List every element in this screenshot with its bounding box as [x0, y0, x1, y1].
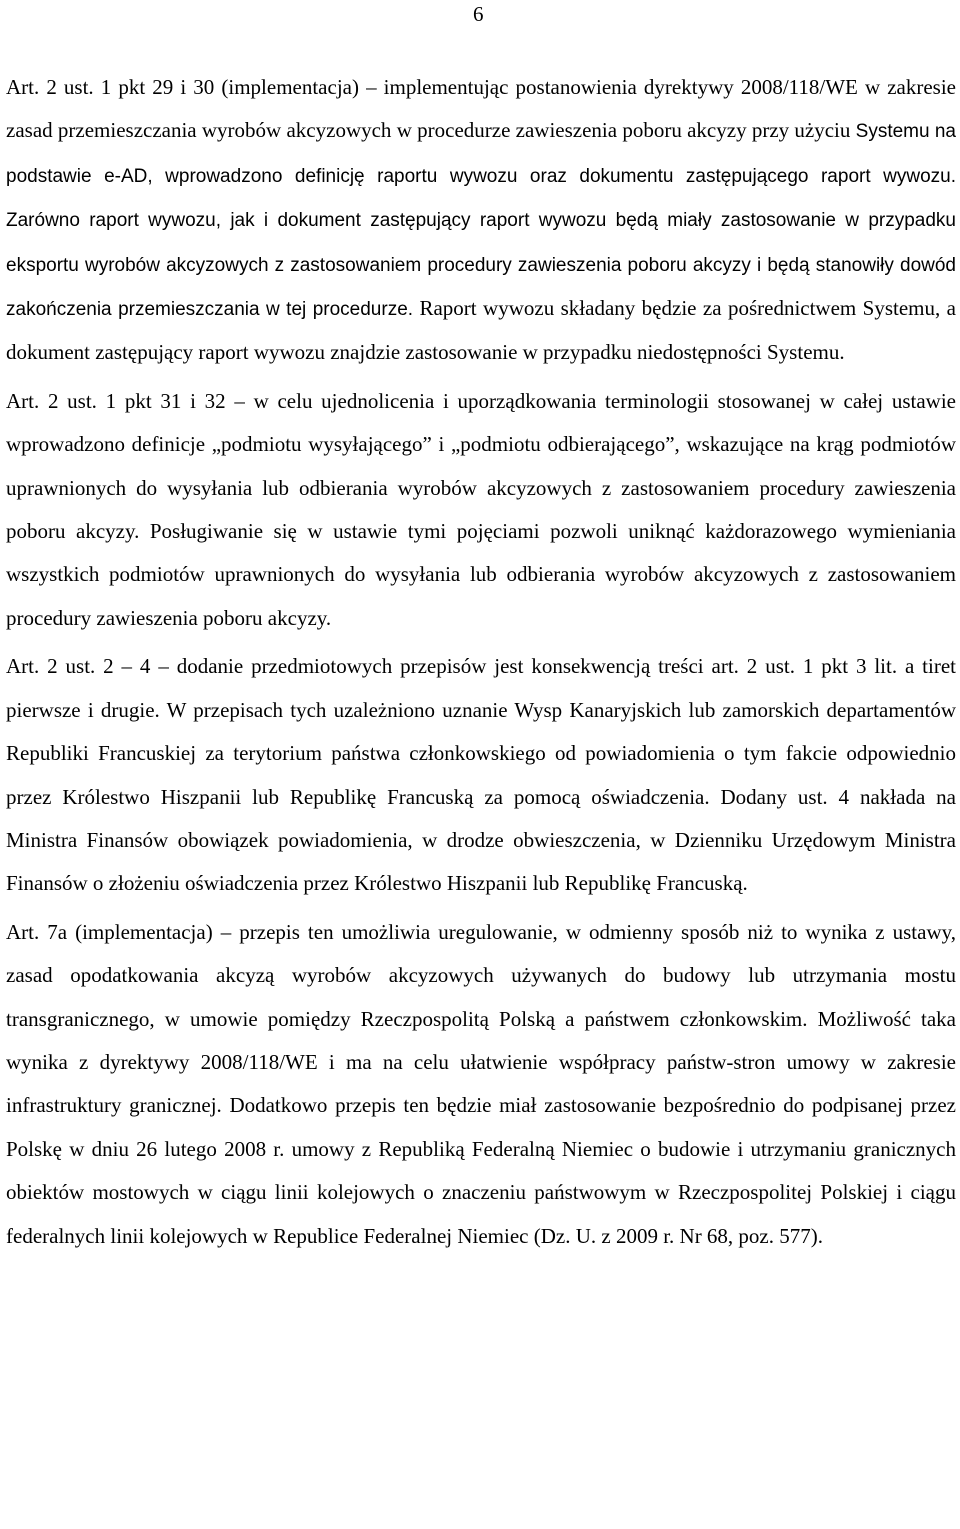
- paragraph-text: Art. 2 ust. 1 pkt 31 i 32 – w celu ujednolicenia i uporządkowania terminologii stosowanej w całej ustawie wprowadzono definicje „podmiotu wysyłającego” i „podmiotu odbierającego”, wskazujące na krąg podmiotów uprawnionych do wysyłania lub odbierania wyrobów akcyzowych z zastosowaniem procedury zawieszenia poboru akcyzy. Posługiwanie się w ustawie tymi pojęciami pozwoli uniknąć każdorazowego wymieniania wszystkich podmiotów uprawnionych do wysyłania lub odbierania wyrobów akcyzowych z zastosowaniem procedury zawieszenia poboru akcyzy.: [6, 388, 956, 630]
- paragraph-text: Raport wywozu składany będzie za pośrednictwem Systemu, a dokument zastępujący raport wywozu znajdzie zastosowanie w przypadku niedostępności Systemu.: [6, 296, 957, 365]
- paragraph-art-2-ust-1-pkt-31-32: [6, 380, 956, 640]
- paragraph-text: Art. 7a (implementacja) – przepis ten umożliwia uregulowanie, w odmienny sposób niż to wynika z ustawy, zasad opodatkowania akcyzą wyrobów akcyzowych używanych do budowy lub utrzymania mostu transgranicznego, w umowie pomiędzy Rzeczpospolitą Polską a państwem członkowskim. Możliwość taka wynika z dyrektywy 2008/118/WE i ma na celu ułatwienie współpracy państw-stron umowy w zakresie infrastruktury granicznej. Dodatkowo przepis ten będzie miał zastosowanie bezpośrednio do podpisanej przez Polskę w dniu 26 lutego 2008 r. umowy z Republiką Federalną Niemiec o budowie i utrzymaniu granicznych obiektów mostowych w ciągu linii kolejowych o znaczeniu państwowym w Rzeczpospolitej Polskiej i ciągu federalnych linii kolejowych w Republice Federalnej Niemiec (Dz. U. z 2009 r. Nr 68, poz. 577).: [6, 919, 956, 1248]
- page-number: 6: [473, 2, 484, 26]
- document-body: [6, 66, 956, 1263]
- paragraph-text-sans: Systemu na podstawie e-AD, wprowadzono definicję raportu wywozu oraz dokumentu zastępującego raport wywozu. Zarówno raport wywozu, jak i dokument zastępujący raport wywozu będą miały zastosowanie w przypadku eksportu wyrobów akcyzowych z zastosowaniem procedury zawieszenia poboru akcyzy i będą stanowiły dowód zakończenia przemieszczania w tej procedurze.: [6, 121, 956, 321]
- paragraph-text: Art. 2 ust. 2 – 4 – dodanie przedmiotowych przepisów jest konsekwencją treści art. 2 ust. 1 pkt 3 lit. a tiret pierwsze i drugie. W przepisach tych uzależniono uznanie Wysp Kanaryjskich lub zamorskich departamentów Republiki Francuskiej za terytorium państwa członkowskiego od powiadomienia o tym fakcie odpowiednio przez Królestwo Hiszpanii lub Republikę Francuską za pomocą oświadczenia. Dodany ust. 4 nakłada na Ministra Finansów obowiązek powiadomienia, w drodze obwieszczenia, w Dzienniku Urzędowym Ministra Finansów o złożeniu oświadczenia przez Królestwo Hiszpanii lub Republikę Francuską.: [6, 654, 956, 896]
- paragraph-text: Art. 2 ust. 1 pkt 29 i 30 (implementacja) – implementując postanowienia dyrektywy 2008/118/WE w zakresie zasad przemieszczania wyrobów akcyzowych w procedurze zawieszenia poboru akcyzy przy użyciu: [6, 75, 956, 143]
- paragraph-art-7a: [6, 911, 956, 1258]
- paragraph-art-2-ust-1-pkt-29-30: [6, 66, 956, 375]
- paragraph-art-2-ust-2-4: [6, 645, 956, 905]
